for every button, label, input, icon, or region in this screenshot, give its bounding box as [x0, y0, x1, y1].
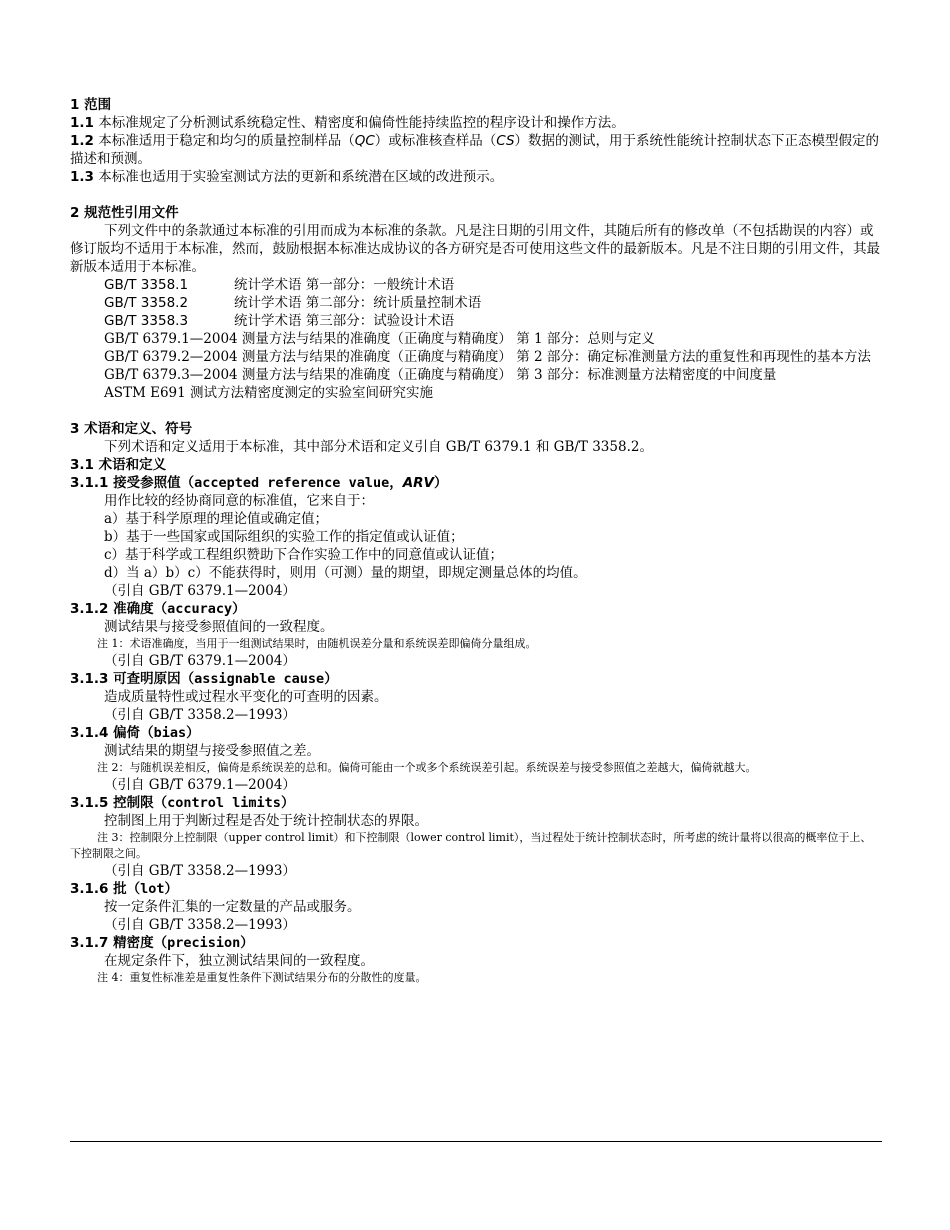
clause-1-3: 1.3 本标准也适用于实验室测试方法的更新和系统潜在区域的改进预示。 [70, 169, 504, 185]
term-3-1-1-heading: 3.1.1 接受参照值（accepted reference value，ARV） [70, 475, 448, 491]
term-definition: 在规定条件下，独立测试结果间的一致程度。 [104, 953, 374, 969]
citation: （引自 GB/T 3358.2—1993） [104, 863, 296, 879]
term-3-1-2-heading: 3.1.2 准确度（accuracy） [70, 601, 246, 617]
arv-abbr: ARV [402, 475, 435, 491]
term-3-1-5-heading: 3.1.5 控制限（control limits） [70, 795, 295, 811]
term-3-1-4-heading: 3.1.4 偏倚（bias） [70, 725, 200, 741]
term-definition: 测试结果的期望与接受参照值之差。 [104, 743, 320, 759]
section-title: 规范性引用文件 [84, 205, 179, 221]
qc-abbr: QC [354, 133, 375, 149]
term-definition: 造成质量特性或过程水平变化的可查明的因素。 [104, 689, 388, 705]
section-1-heading [70, 96, 882, 114]
ref-gbt-3358-2: GB/T 3358.2 统计学术语 第二部分：统计质量控制术语 [104, 295, 482, 311]
section-title: 术语和定义、符号 [84, 421, 193, 437]
ref-gbt-3358-1: GB/T 3358.1 统计学术语 第一部分：一般统计术语 [104, 277, 455, 293]
citation: （引自 GB/T 6379.1—2004） [104, 777, 296, 793]
note-1: 注 1：术语准确度，当用于一组测试结果时，由随机误差分量和系统误差即偏倚分量组成。 [97, 637, 537, 650]
note-2: 注 2：与随机误差相反，偏倚是系统误差的总和。偏倚可能由一个或多个系统误差引起。系统误差与接受参照值之差越大，偏倚就越大。 [97, 761, 757, 774]
section-2-heading [70, 204, 882, 222]
note-3: 注 3：控制限分上控制限（upper control limit）和下控制限（lower control limit），当过程处于统计控制状态时，所考虑的统计量将以很高的概率位于上、下控制限之间。 [70, 831, 872, 860]
clause-1-2: 1.2 本标准适用于稳定和均匀的质量控制样品（QC）或标准核查样品（CS）数据的测试，用于系统性能统计控制状态下正态模型假定的描述和预测。 [70, 133, 880, 167]
citation: （引自 GB/T 6379.1—2004） [104, 653, 296, 669]
section-3-intro: 下列术语和定义适用于本标准，其中部分术语和定义引自 GB/T 6379.1 和 GB/T 3358.2。 [104, 439, 653, 455]
term-definition: 控制图上用于判断过程是否处于统计控制状态的界限。 [104, 813, 428, 829]
note-4: 注 4：重复性标准差是重复性条件下测试结果分布的分散性的度量。 [97, 971, 427, 984]
term-definition: 用作比较的经协商同意的标准值，它来自于： [104, 493, 374, 509]
ref-gbt-6379-3: GB/T 6379.3—2004 测量方法与结果的准确度（正确度与精确度） 第 3 部分：标准测量方法精密度的中间度量 [104, 367, 777, 383]
ref-gbt-3358-3: GB/T 3358.3 统计学术语 第三部分：试验设计术语 [104, 313, 455, 329]
term-3-1-3-heading: 3.1.3 可查明原因（assignable cause） [70, 671, 338, 687]
document-page [70, 96, 882, 986]
section-number: 1 [70, 97, 80, 113]
section-3-heading [70, 420, 882, 438]
citation: （引自 GB/T 3358.2—1993） [104, 917, 296, 933]
list-item: b）基于一些国家或国际组织的实验工作的指定值或认证值； [104, 529, 464, 545]
list-item: c）基于科学或工程组织赞助下合作实验工作中的同意值或认证值； [104, 547, 504, 563]
cs-abbr: CS [496, 133, 515, 149]
section-number: 2 [70, 205, 80, 221]
list-item: d）当 a）b）c）不能获得时，则用（可测）量的期望，即规定测量总体的均值。 [104, 565, 587, 581]
term-3-1-7-heading: 3.1.7 精密度（precision） [70, 935, 254, 951]
section-2-intro: 下列文件中的条款通过本标准的引用而成为本标准的条款。凡是注日期的引用文件，其随后所有的修改单（不包括勘误的内容）或修订版均不适用于本标准，然而，鼓励根据本标准达成协议的各方研究是否可使用这些文件的最新版本。凡是不注日期的引用文件，其最新版本适用于本标准。 [70, 223, 880, 275]
ref-gbt-6379-1: GB/T 6379.1—2004 测量方法与结果的准确度（正确度与精确度） 第 1 部分：总则与定义 [104, 331, 655, 347]
term-3-1-6-heading: 3.1.6 批（lot） [70, 881, 179, 897]
ref-astm-e691: ASTM E691 测试方法精密度测定的实验室间研究实施 [104, 385, 434, 401]
term-definition: 按一定条件汇集的一定数量的产品或服务。 [104, 899, 361, 915]
section-number: 3 [70, 421, 80, 437]
section-title: 范围 [84, 97, 112, 113]
list-item: a）基于科学原理的理论值或确定值； [104, 511, 329, 527]
citation: （引自 GB/T 6379.1—2004） [104, 583, 296, 599]
page-bottom-rule [70, 1141, 882, 1142]
clause-1-1: 1.1 本标准规定了分析测试系统稳定性、精密度和偏倚性能持续监控的程序设计和操作方法。 [70, 115, 625, 131]
subsection-3-1-heading: 3.1 术语和定义 [70, 457, 167, 473]
term-definition: 测试结果与接受参照值间的一致程度。 [104, 619, 334, 635]
citation: （引自 GB/T 3358.2—1993） [104, 707, 296, 723]
ref-gbt-6379-2: GB/T 6379.2—2004 测量方法与结果的准确度（正确度与精确度） 第 2 部分：确定标准测量方法的重复性和再现性的基本方法 [104, 349, 871, 365]
